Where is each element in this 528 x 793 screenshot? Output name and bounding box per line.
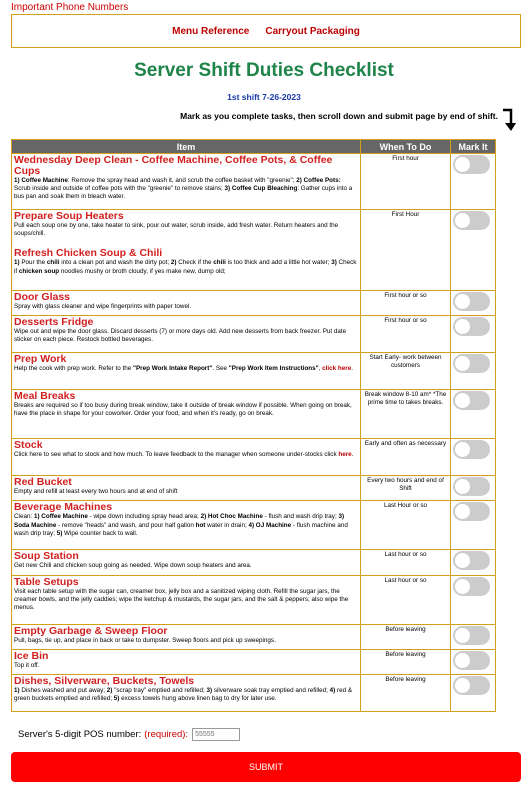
item-description: [14, 177, 358, 202]
desc-fragment: 3): [331, 259, 339, 267]
mark-toggle[interactable]: [453, 292, 490, 311]
pos-row: [18, 728, 240, 741]
desc-fragment: noodles mushy or broth cloudy, if yes make new, dump old;: [59, 267, 226, 275]
desc-fragment: - flush and wash drip tray;: [262, 513, 339, 521]
desc-fragment: 4) OJ Machine: [248, 521, 292, 529]
item-title: Door Glass: [14, 291, 71, 303]
mark-cell: [451, 624, 496, 649]
desc-fragment: Click here to see what to stock and how much. To leave feedback to the manager when someone under-stocks click: [14, 451, 339, 459]
desc-fragment: into a clean pot and wash the dirty pot;: [59, 259, 171, 267]
desc-fragment: 3): [206, 686, 213, 694]
table-row: [12, 439, 496, 476]
item-cell: [12, 353, 361, 390]
desc-fragment: Top it off.: [14, 661, 40, 669]
mark-cell: [451, 476, 496, 501]
desc-fragment: 2) Hot Choc Machine: [200, 513, 263, 521]
desc-fragment: Pour the: [21, 259, 47, 267]
item-cell: [12, 550, 361, 575]
checklist-table: [11, 139, 496, 712]
desc-fragment: 2): [170, 259, 179, 267]
desc-fragment: Get new Chili and chicken soup going as needed. Wipe down soup heaters and area.: [14, 562, 252, 570]
item-cell: [12, 624, 361, 649]
desc-fragment: Visit each table setup with the sugar can, creamer box, jelly box and a sanitized wiping cloth. Refill the sugar jars, the creamer bowls, and the jelly caddies; wipe the ketchup & mustards, the sugar jars, and the salt & peppers; also wipe the menus.: [14, 587, 349, 611]
desc-fragment: : Gather cups into a bus pan and soak them in bleach water.: [14, 185, 353, 201]
desc-fragment: water in drain;: [205, 521, 249, 529]
when-cell: Last Hour or so: [361, 501, 451, 550]
mark-toggle[interactable]: [453, 155, 490, 174]
instruction-text: Mark as you complete tasks, then scroll down and submit page by end of shift.: [180, 111, 498, 121]
item-cell: [12, 476, 361, 501]
desc-fragment: 1) Coffee Machine: [14, 177, 68, 185]
desc-fragment: silverware soak tray emptied and refilled;: [212, 686, 330, 694]
nav-box: [11, 14, 521, 48]
desc-fragment: Clean:: [14, 513, 34, 521]
desc-fragment: is too thick and add a little hot water;: [225, 259, 332, 267]
desc-fragment: Check if: [14, 259, 357, 275]
mark-cell: [451, 390, 496, 439]
mark-cell: [451, 316, 496, 353]
desc-fragment: Help the cook with prep work. Refer to the: [14, 365, 133, 373]
item-title: Table Setups: [14, 575, 79, 588]
table-row: [12, 501, 496, 550]
desc-fragment: chili: [46, 259, 60, 267]
desc-fragment: Spray with glass cleaner and wipe fingerprints with paper towel.: [14, 303, 192, 311]
item-cell: [12, 649, 361, 674]
desc-fragment: 2) Coffee Pots:: [296, 177, 341, 185]
mark-cell: [451, 439, 496, 476]
table-row: [12, 575, 496, 624]
table-row: [12, 390, 496, 439]
item-description: [14, 402, 358, 418]
item-title: Desserts Fridge: [14, 316, 94, 329]
item-description: [14, 259, 358, 275]
item-title: Empty Garbage & Sweep Floor: [14, 624, 168, 637]
when-cell: Before leaving: [361, 674, 451, 711]
desc-fragment: 5): [56, 529, 63, 537]
mark-cell: [451, 210, 496, 291]
mark-cell: [451, 674, 496, 711]
mark-toggle[interactable]: [453, 391, 490, 410]
mark-cell: [451, 291, 496, 316]
item-cell: [12, 316, 361, 353]
mark-toggle[interactable]: [453, 551, 490, 570]
desc-fragment: .: [351, 365, 353, 373]
desc-fragment: Wipe out and wipe the door glass. Discard desserts (7) or more days old. Add new desserts from back freezer. Put date sticker on each piece. Restock bottled beverages.: [14, 328, 347, 344]
item-title: Refresh Chicken Soup & Chili: [14, 247, 163, 260]
item-title: Wednesday Deep Clean - Coffee Machine, Coffee Pots, & Coffee Cups: [14, 154, 333, 178]
item-title: Dishes, Silverware, Buckets, Towels: [14, 674, 195, 687]
desc-fragment: Check if the: [178, 259, 214, 267]
mark-cell: [451, 501, 496, 550]
item-description: [14, 513, 358, 538]
pos-required-label: (required):: [144, 729, 189, 740]
desc-link[interactable]: click here: [322, 365, 352, 373]
item-title: Soup Station: [14, 550, 79, 563]
desc-link[interactable]: here: [338, 451, 352, 459]
table-row: [12, 210, 496, 291]
item-title: Stock: [14, 439, 43, 452]
desc-fragment: excess towels hung above linen bag to dry for later use.: [119, 695, 277, 703]
when-cell: First hour or so: [361, 316, 451, 353]
item-title: Prepare Soup Heaters: [14, 210, 124, 222]
item-cell: [12, 439, 361, 476]
desc-fragment: - flush machine and wash drip tray;: [14, 521, 348, 537]
desc-fragment: 3) Coffee Cup Bleaching: [224, 185, 298, 193]
table-row: [12, 316, 496, 353]
item-cell: [12, 154, 361, 210]
item-cell: [12, 501, 361, 550]
mark-toggle[interactable]: [453, 676, 490, 695]
desc-fragment: 1): [14, 259, 22, 267]
table-row: [12, 476, 496, 501]
desc-fragment: chicken soup: [18, 267, 60, 275]
mark-toggle[interactable]: [453, 577, 490, 596]
table-header-row: [12, 140, 496, 154]
desc-fragment: "Prep Work Item Instructions": [228, 365, 319, 373]
menu-reference-link[interactable]: Menu Reference: [172, 25, 250, 37]
item-description: [14, 637, 358, 645]
desc-fragment: "Prep Work Intake Report": [133, 365, 213, 373]
desc-fragment: Dishes washed and put away;: [19, 686, 107, 694]
desc-fragment: 4): [329, 686, 336, 694]
important-phone-numbers-link[interactable]: Important Phone Numbers: [11, 2, 129, 13]
shift-subtitle: 1st shift 7-26-2023: [227, 92, 301, 102]
desc-fragment: ,: [318, 365, 323, 373]
mark-toggle[interactable]: [453, 317, 490, 336]
item-description: [14, 662, 358, 670]
desc-fragment: - remove "heads" and wash, and pour half gallon: [56, 521, 196, 529]
desc-fragment: Pull each soup one by one, take heater to sink, pour out water, scrub inside, add fresh water. Return heaters and the soups/chill.: [14, 222, 339, 238]
when-cell: Break window 8-10 am* *The prime time to takes breaks.: [361, 390, 451, 439]
page-title: Server Shift Duties Checklist: [134, 60, 394, 81]
desc-fragment: red & green buckets emptied and refilled;: [14, 686, 353, 703]
when-cell: Last hour or so: [361, 550, 451, 575]
table-row: [12, 353, 496, 390]
item-description: [14, 303, 358, 311]
mark-toggle[interactable]: [453, 477, 490, 496]
mark-cell: [451, 575, 496, 624]
item-cell: [12, 390, 361, 439]
desc-fragment: hot: [195, 521, 206, 529]
when-cell: First hour or so: [361, 291, 451, 316]
when-cell: Start Early- work between customers: [361, 353, 451, 390]
mark-toggle[interactable]: [453, 502, 490, 521]
when-cell: First Hour: [361, 210, 451, 291]
mark-toggle[interactable]: [453, 626, 490, 645]
mark-toggle[interactable]: [453, 211, 490, 230]
mark-cell: [451, 649, 496, 674]
mark-toggle[interactable]: [453, 651, 490, 670]
desc-fragment: Breaks are required so if too busy during break window, take it outside of break window if possible. When going on break, have the place in shape for your coworker. Order your food, and when it's ready, go on break.: [14, 402, 352, 418]
table-row: [12, 550, 496, 575]
carryout-packaging-link[interactable]: Carryout Packaging: [265, 25, 360, 37]
table-row: [12, 291, 496, 316]
submit-button[interactable]: SUBMIT: [11, 752, 521, 782]
table-row: [12, 674, 496, 711]
table-row: [12, 624, 496, 649]
desc-fragment: Wipe counter back to wall.: [62, 529, 138, 537]
mark-cell: [451, 353, 496, 390]
desc-fragment: Pull, bags, tie up, and place in back or take to dumpster. Sweep floors and pick up sweepings.: [14, 636, 276, 644]
header-item: Item: [12, 140, 361, 154]
item-title: Prep Work: [14, 353, 67, 366]
mark-toggle[interactable]: [453, 440, 490, 459]
item-title: Ice Bin: [14, 649, 49, 662]
item-cell: [12, 575, 361, 624]
item-description: [14, 488, 358, 496]
item-title: Beverage Machines: [14, 501, 113, 514]
desc-fragment: 5): [113, 695, 120, 703]
item-cell: [12, 210, 361, 291]
desc-fragment: : Remove the spray head and wash it, and scrub the coffee basket with "greenie";: [67, 177, 297, 185]
item-description: [14, 588, 358, 613]
when-cell: Before leaving: [361, 624, 451, 649]
desc-fragment: 2): [106, 686, 113, 694]
item-description: [14, 328, 358, 344]
desc-fragment: Scrub inside and outside of coffee pots with the "greenie" to remove stains;: [14, 185, 225, 193]
item-cell: [12, 291, 361, 316]
table-row: [12, 154, 496, 210]
desc-fragment: chili: [213, 259, 226, 267]
item-title: Red Bucket: [14, 476, 72, 489]
desc-fragment: 1): [14, 686, 20, 694]
arrow-down-icon: [502, 108, 516, 132]
mark-toggle[interactable]: [453, 354, 490, 373]
item-cell: [12, 674, 361, 711]
mark-cell: [451, 154, 496, 210]
pos-number-input[interactable]: [192, 728, 240, 741]
desc-fragment: . See: [212, 365, 229, 373]
desc-fragment: Empty and refill at least every two hours and at end of shift: [14, 488, 178, 496]
desc-fragment: - wipe down including spray head area;: [87, 513, 201, 521]
item-title: Meal Breaks: [14, 390, 76, 403]
item-description: [14, 562, 358, 570]
table-row: [12, 649, 496, 674]
when-cell: Early and often as necessary: [361, 439, 451, 476]
pos-label: Server's 5-digit POS number:: [18, 729, 142, 740]
when-cell: Before leaving: [361, 649, 451, 674]
mark-cell: [451, 550, 496, 575]
when-cell: First hour: [361, 154, 451, 210]
header-when: When To Do: [361, 140, 451, 154]
item-description: [14, 687, 358, 703]
item-description: [14, 365, 358, 373]
when-cell: Every two hours and end of Shift: [361, 476, 451, 501]
desc-fragment: "scrap tray" emptied and refilled;: [112, 686, 207, 694]
desc-fragment: 3) Soda Machine: [14, 513, 345, 529]
item-description: [14, 222, 358, 238]
item-description: [14, 451, 358, 459]
when-cell: Last hour or so: [361, 575, 451, 624]
desc-fragment: 1) Coffee Machine: [33, 513, 88, 521]
header-mark: Mark It: [451, 140, 496, 154]
desc-fragment: .: [351, 451, 354, 459]
